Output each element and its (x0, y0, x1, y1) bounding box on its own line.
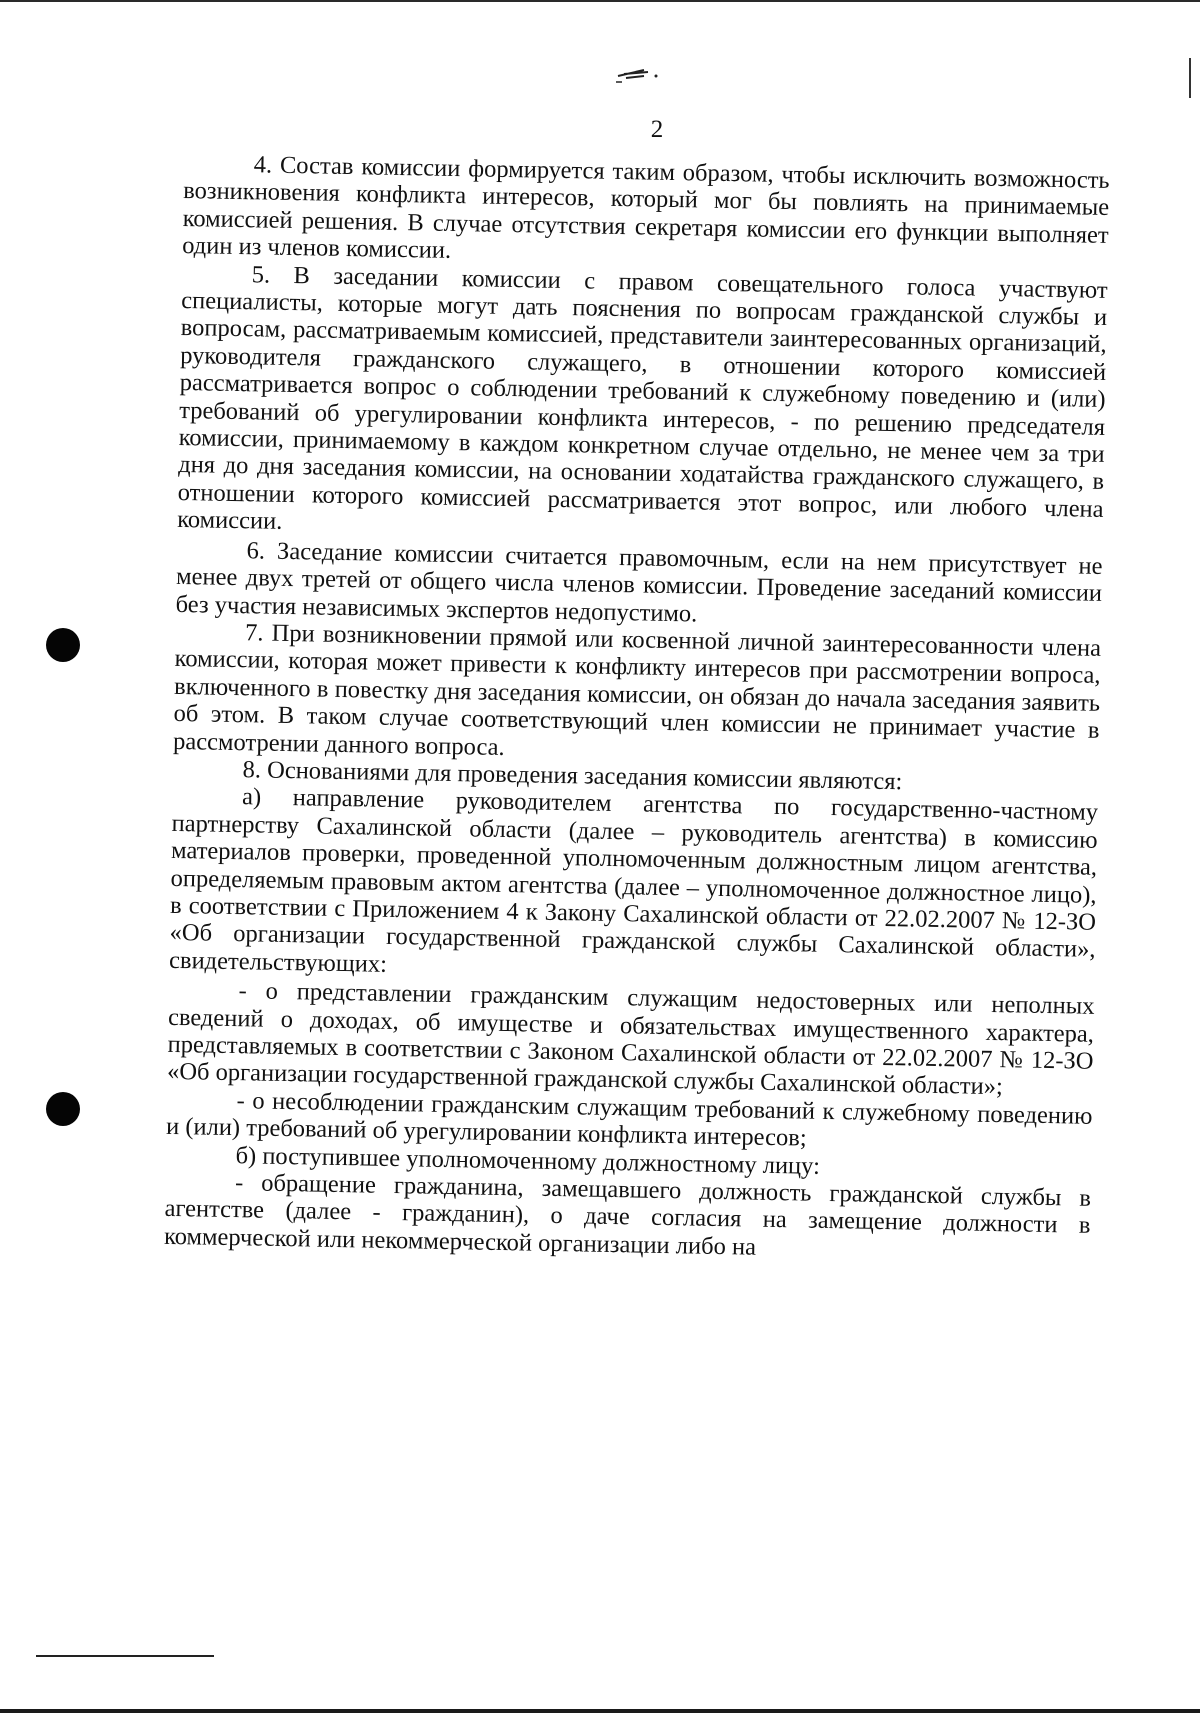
paragraph-8-a-dash-2: - о несоблюдении гражданским служащим требований к служебному поведению и (или) требований об урегулировании конфликта интересов; (165, 1086, 1093, 1152)
paragraph-8-b: б) поступившее уполномоченному должностному лицу: (235, 1141, 821, 1180)
paragraph-8-b-dash-1: - обращение гражданина, замещавшего должность гражданской службы в агентстве (далее - гражданин), о даче согласия на замещение должности в коммерческой или некоммерческой организации либо на (163, 1169, 1092, 1261)
scan-top-edge (0, 0, 1200, 2)
punch-hole (46, 628, 80, 662)
paragraph-6: 6. Заседание комиссии считается правомочным, если на нем присутствует не менее двух третей от общего числа членов комиссии. Проведение заседаний комиссии без участия независимых экспертов недопустимо. (175, 536, 1103, 627)
scan-artifact-mark (614, 66, 660, 86)
paragraph-7: 7. При возникновении прямой или косвенной личной заинтересованности члена комиссии, которая может привести к конфликту интересов при рассмотрении вопроса, включенного в повестку дня заседания комиссии, он обязан до начала заседания заявить об этом. В таком случае соответствующий член комиссии не принимает участие в рассмотрении данного вопроса. (172, 619, 1102, 761)
paragraph-4: 4. Состав комиссии формируется таким образом, чтобы исключить возможность возникновения конфликта интересов, который мог бы повлиять на принимаемые комиссией решения. В случае отсутствия секретаря комиссии его функции выполняет один из членов комиссии. (181, 151, 1110, 265)
paragraph-8: 8. Основаниями для проведения заседания комиссии являются: (242, 756, 903, 796)
footnote-separator-line (36, 1655, 214, 1657)
page-number: 2 (650, 116, 664, 143)
scan-edge-mark (1189, 58, 1191, 98)
paragraph-8-a-dash-1: - о представлении гражданским служащим недостоверных или неполных сведений о доходах, об имуществе и обязательствах имущественного характера, представляемых в соответствии с Законом Сахалинской области от 22.02.2007 № 12-ЗО «Об организации государственной гражданской службы Сахалинской области»; (166, 977, 1095, 1101)
document-body (164, 150, 1110, 1267)
paragraph-8-a: а) направление руководителем агентства по государственно-частному партнерству Сахалинской области (далее – руководитель агентства) в комиссию материалов проверки, проведенной уполномоченным должностным лицом агентства, определяемым правовым актом агентства (далее – уполномоченное должностное лицо), в соответствии с Приложением 4 к Закону Сахалинской области от 22.02.2007 № 12-ЗО «Об организации государственной гражданской службы Сахалинской области», свидетельствующих: (168, 783, 1099, 978)
punch-hole (46, 1092, 80, 1126)
paragraph-5: 5. В заседании комиссии с правом совещательного голоса участвуют специалисты, которые могут дать пояснения по вопросам гражданской службы и вопросам, рассматриваемым комиссией, представители заинтересованных организаций, руководителя гражданского служащего, в отношении которого комиссией рассматривается вопрос о соблюдении требований к служебному поведению и (или) требований об урегулировании конфликта интересов, - по решению председателя комиссии, принимаемому в каждом конкретном случае отдельно, не менее чем за три дня до дня заседания комиссии, на основании ходатайства гражданского служащего, в отношении которого комиссией рассматривается этот вопрос, или любого члена комиссии. (176, 260, 1108, 536)
scan-bottom-edge (0, 1709, 1200, 1713)
